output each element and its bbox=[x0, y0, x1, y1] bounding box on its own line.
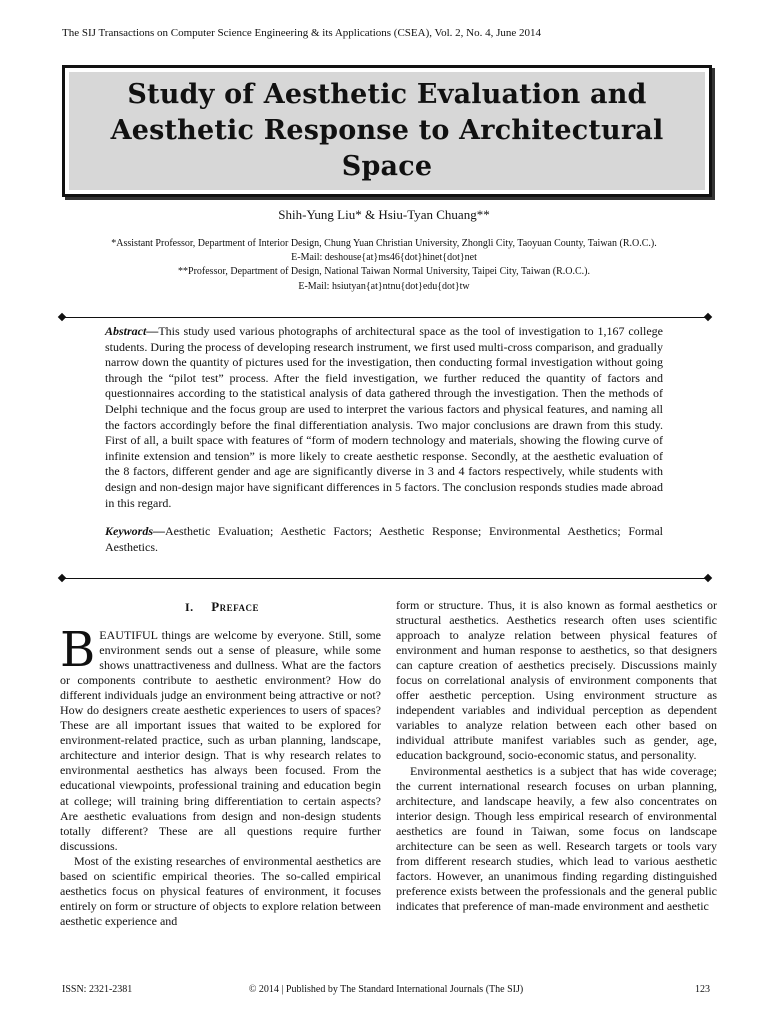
keywords bbox=[105, 524, 663, 555]
divider-diamond-icon bbox=[704, 574, 712, 582]
divider-top bbox=[62, 317, 708, 318]
paragraph: Environmental aesthetics is a subject that has wide coverage; the current international research focuses on urban planning, architecture, and landscape heavily, a few also concentrates on interior design. Though less empirical research of environmental aesthetics are found in Taiwan, some focus on landscape architecture can be seen as well. Research targets or tools vary from different research studies, which lead to various aesthetic factors. However, an unanimous finding regarding distinguished preference exists between the professionals and the general public indicates that preference of man-made environment and aesthetic bbox=[396, 763, 717, 913]
footer-publisher: © 2014 | Published by The Standard International Journals (The SIJ) bbox=[248, 984, 524, 995]
keywords-text: Aesthetic Evaluation; Aesthetic Factors; Aesthetic Response; Environmental Aesthetics; Formal Aesthetics. bbox=[105, 524, 663, 554]
divider-diamond-icon bbox=[58, 313, 66, 321]
right-column bbox=[396, 598, 717, 914]
section-title: Preface bbox=[211, 599, 259, 614]
abstract-label: Abstract— bbox=[105, 324, 159, 338]
dropcap: B bbox=[60, 622, 96, 678]
section-number: I. bbox=[185, 600, 194, 614]
footer-issn: ISSN: 2321-2381 bbox=[62, 984, 133, 995]
divider-diamond-icon bbox=[58, 574, 66, 582]
affiliation-2: **Professor, Department of Design, National Taiwan Normal University, Taipei City, Taiwan (R.O.C.). bbox=[178, 266, 590, 277]
abstract bbox=[105, 324, 663, 511]
paper-title: Study of Aesthetic Evaluation and Aesthetic Response to Architectural Space bbox=[110, 79, 664, 182]
paragraph: Most of the existing researches of environmental aesthetics are based on scientific empirical theories. The so-called empirical aesthetics focus on physical features of environment, it focuses entirely on form or structure of objects to explore relation between aesthetic experience and bbox=[60, 853, 381, 928]
authors: Shih-Yung Liu* & Hsiu-Tyan Chuang** bbox=[278, 207, 490, 222]
paragraph bbox=[60, 622, 381, 854]
keywords-label: Keywords— bbox=[105, 524, 165, 538]
paragraph: form or structure. Thus, it is also known as formal aesthetics or structural aesthetics. Aesthetics research often uses scientific approach to analyze relation between physical features of environment and human response to aesthetics, so that designers can capture creation of aesthetics precisely. Discussions mainly focus on correlational analysis of environment components that offer aesthetic perception. Using environment structure as independent variables and individual perception as dependent variables to analyze relation between each other based on individual attribute manifest variables such as gender, age, education background, socio-economic status, and personality. bbox=[396, 598, 717, 763]
affiliation-1: *Assistant Professor, Department of Interior Design, Chung Yuan Christian University, Zhongli City, Taoyuan County, Taiwan (R.O.C.). bbox=[111, 238, 657, 249]
email-2: E-Mail: hsiutyan{at}ntnu{dot}edu{dot}tw bbox=[298, 281, 470, 292]
paragraph-text: EAUTIFUL things are welcome by everyone. Still, some environment sends out a sense of pleasure, while some shows unattractiveness and dullness. What are the factors or components contribute to aesthetic environment? How do different individuals judge an environment being attractive or not? How do designers create aesthetic experiences to users of spaces? These are all important issues that waited to be explored for environment-related practice, such as urban planning, landscape, architecture and interior design. That is why research relates to environmental aesthetics has always been focused. From the educational viewpoints, professional training and education begin at college; will training bring differentiation to certain aspects? Are aesthetic evaluations from design and non-design students totally different? These are all questions require further discussions. bbox=[60, 628, 381, 853]
left-column bbox=[60, 622, 381, 929]
divider-bottom bbox=[62, 578, 708, 579]
divider-diamond-icon bbox=[704, 313, 712, 321]
abstract-text: This study used various photographs of architectural space as the tool of investigation to 1,167 college students. During the process of developing research instrument, we first used multi-cross comparison, and gradually narrow down the quantity of pictures used for the investigation, then conducting formal investigation without going through the “pilot test” process. After the field investigation, we further reduced the quantity of factors and questionnaires according to the statistical analysis of data gathered through the investigation. Then the methods of Delphi technique and the focus group are used to interpret the various factors and physical features, and naming all the factors accordingly before the final differentiation analysis. Two major conclusions are drawn from this study. First of all, a built space with features of “form of modern technology and materials, showing the flowing curve of infinite extension and tension” is more likely to create aesthetic response. Secondly, at the aesthetic evaluation of the 8 factors, different gender and age are significantly diverse in 3 and 4 factors respectively, while students with design and non-design major have significant differences in 5 factors. The conclusion responds studies made abroad in this regard. bbox=[105, 324, 663, 510]
journal-header: The SIJ Transactions on Computer Science Engineering & its Applications (CSEA), Vol. 2, No. 4, June 2014 bbox=[62, 27, 541, 39]
title-box bbox=[62, 65, 712, 197]
email-1: E-Mail: deshouse{at}ms46{dot}hinet{dot}net bbox=[291, 252, 477, 263]
title-panel bbox=[69, 72, 705, 190]
page-number: 123 bbox=[695, 984, 710, 995]
section-heading bbox=[62, 599, 382, 615]
